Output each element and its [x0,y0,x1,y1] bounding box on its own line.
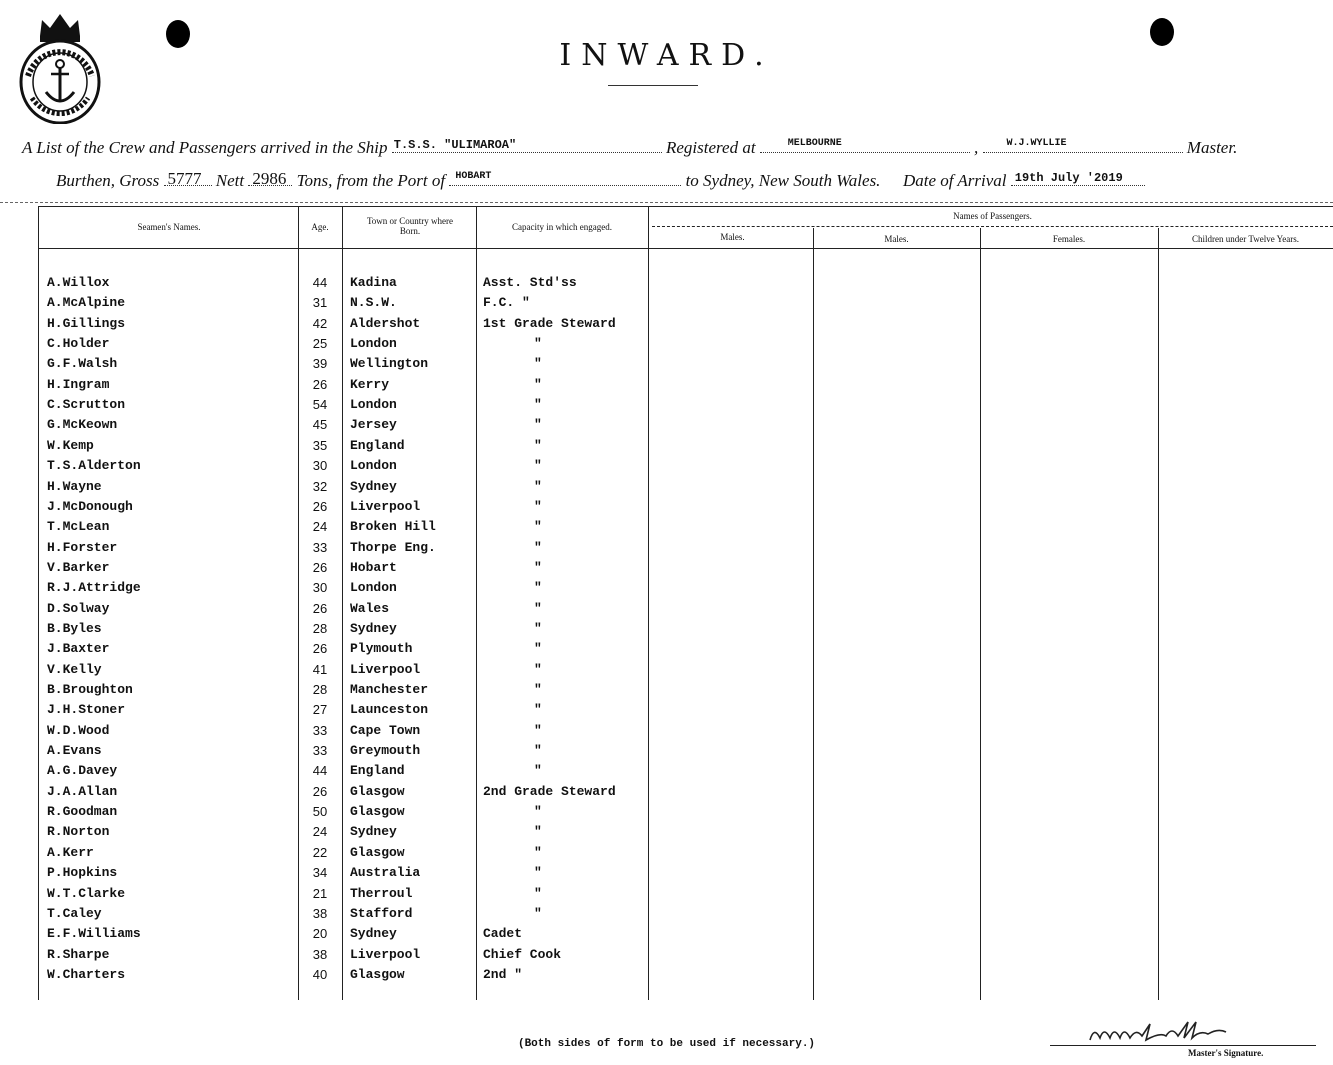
seaman-name: T.S.Alderton [47,458,141,474]
seaman-birthplace: Glasgow [350,966,405,982]
seaman-capacity: " [534,620,542,636]
nett-field [248,171,292,186]
seaman-name: A.Kerr [47,844,94,860]
table-row [0,496,1333,516]
seaman-birthplace: Greymouth [350,743,421,759]
seaman-capacity: " [534,824,542,840]
table-row [0,760,1333,780]
gross-field [164,171,212,186]
seaman-birthplace: Sydney [350,824,397,840]
seaman-name: B.Byles [47,620,102,636]
table-row [0,883,1333,903]
seaman-age: 34 [312,865,328,881]
seaman-name: G.McKeown [47,417,118,433]
table-row [0,476,1333,496]
seaman-age: 32 [312,478,328,494]
seaman-capacity: 2nd " [483,966,523,982]
seaman-capacity: " [534,661,542,677]
seaman-capacity: " [534,885,542,901]
table-row [0,862,1333,882]
table-row [0,516,1333,536]
seaman-birthplace: Plymouth [350,641,413,657]
seaman-birthplace: Sydney [350,926,397,942]
seaman-capacity: " [534,417,542,433]
form-footer-note: (Both sides of form to be used if necessary.) [517,1038,816,1050]
seaman-birthplace: Sydney [350,478,397,494]
seaman-capacity: " [534,336,542,352]
table-row [0,638,1333,658]
seaman-birthplace: Liverpool [350,661,421,677]
col-header-age: Age. [311,222,329,232]
seaman-age: 27 [312,702,328,718]
col-header-seamen: Seamen's Names. [137,222,201,232]
tons-label: Tons, from the Port of [296,171,446,190]
seaman-capacity: " [534,865,542,881]
seaman-birthplace: Wales [350,600,390,616]
seaman-name: P.Hopkins [47,865,118,881]
seaman-age: 40 [312,966,328,982]
seaman-age: 44 [312,275,328,290]
table-row [0,944,1333,964]
seaman-capacity: " [534,356,542,372]
seaman-name: A.McAlpine [47,295,126,311]
col-header-capacity: Capacity in which engaged. [512,222,612,232]
seaman-name: H.Gillings [47,315,126,331]
seaman-name: H.Ingram [47,376,110,392]
table-row [0,333,1333,353]
seaman-name: A.Evans [47,743,102,759]
seaman-birthplace: Manchester [350,682,429,697]
burthen-label: Burthen, Gross [56,171,160,190]
seaman-name: W.Charters [47,966,126,982]
table-row [0,394,1333,414]
seaman-capacity: " [534,376,542,392]
seaman-capacity: " [534,600,542,616]
seaman-birthplace: Hobart [350,559,397,575]
seaman-name: W.T.Clarke [47,885,126,901]
passengers-subrule [652,226,1333,227]
table-row [0,313,1333,333]
seaman-age: 41 [312,661,328,677]
seaman-capacity: " [534,743,542,759]
seaman-age: 45 [312,417,328,433]
seaman-name: H.Wayne [47,478,102,494]
seaman-birthplace: Stafford [350,905,413,921]
seaman-name: J.H.Stoner [47,702,126,718]
table-row [0,781,1333,801]
table-row [0,699,1333,719]
seaman-name: R.Sharpe [47,946,110,962]
seaman-name: W.D.Wood [47,722,110,738]
seaman-name: J.Baxter [47,641,110,657]
seaman-capacity: " [534,478,542,494]
seaman-age: 26 [312,600,328,616]
table-row [0,720,1333,740]
table-row [0,577,1333,597]
seaman-age: 33 [312,539,328,555]
seaman-birthplace: Thorpe Eng. [350,539,436,555]
seaman-name: H.Forster [47,539,118,555]
table-row [0,557,1333,577]
seaman-birthplace: Therroul [350,885,413,901]
seaman-birthplace: Kadina [350,275,397,290]
col-header-town: Town or Country where Born. [366,216,454,236]
header-rule [0,202,1333,204]
seaman-capacity: F.C. " [483,295,530,311]
seaman-age: 22 [312,844,328,860]
seaman-birthplace: Jersey [350,417,397,433]
list-prefix: A List of the Crew and Passengers arrived in the Ship [22,138,388,157]
table-row [0,374,1333,394]
seaman-age: 26 [312,783,328,799]
master-label: Master. [1186,138,1238,157]
table-row [0,740,1333,760]
seaman-age: 50 [312,804,328,820]
seaman-name: W.Kemp [47,437,94,453]
seaman-capacity: Chief Cook [483,946,562,962]
seaman-age: 28 [312,620,328,636]
seaman-age: 24 [312,824,328,840]
seaman-name: D.Solway [47,600,110,616]
registered-label: Registered at [666,138,756,157]
seaman-name: G.F.Walsh [47,356,118,372]
master-name: W.J.WYLLIE [1006,138,1067,149]
header-line-1: A List of the Crew and Passengers arrived in the Ship T.S.S. "ULIMAROA" Registered at MELBOURNE , W.J.WYLLIE Master. [22,138,1238,157]
table-row [0,272,1333,292]
seaman-name: V.Barker [47,559,110,575]
seaman-capacity: Asst. Std'ss [483,275,577,290]
seaman-capacity: " [534,458,542,474]
seaman-age: 44 [312,763,328,779]
signature-label: Master's Signature. [1188,1048,1264,1058]
seaman-age: 33 [312,722,328,738]
seaman-birthplace: Kerry [350,376,390,392]
seaman-birthplace: Wellington [350,356,429,372]
date-value: 19th July '2019 [1014,171,1123,185]
table-row [0,679,1333,699]
seaman-capacity: " [534,763,542,779]
table-row [0,435,1333,455]
seaman-birthplace: Glasgow [350,804,405,820]
title-rule [608,85,698,86]
seaman-capacity: 1st Grade Steward [483,315,616,331]
seaman-name: A.G.Davey [47,763,118,779]
seaman-name: T.Caley [47,905,102,921]
seaman-birthplace: Liverpool [350,946,421,962]
seaman-capacity: " [534,722,542,738]
seaman-birthplace: N.S.W. [350,295,397,311]
seaman-birthplace: London [350,580,397,596]
seaman-birthplace: England [350,437,405,453]
registered-field [760,138,970,153]
seaman-capacity: " [534,641,542,657]
seaman-capacity: " [534,702,542,718]
master-field [983,138,1183,153]
seaman-birthplace: Liverpool [350,498,421,514]
seaman-birthplace: Glasgow [350,844,405,860]
table-row [0,414,1333,434]
seaman-age: 42 [312,315,328,331]
table-row [0,598,1333,618]
handwritten-signature-icon [1080,1018,1250,1046]
seaman-age: 20 [312,926,328,942]
table-row [0,964,1333,984]
seaman-capacity: " [534,682,542,697]
seaman-birthplace: Glasgow [350,783,405,799]
seaman-name: C.Holder [47,336,110,352]
table-row [0,455,1333,475]
table-row [0,292,1333,312]
seaman-capacity: " [534,539,542,555]
seaman-birthplace: London [350,336,397,352]
seaman-name: R.Norton [47,824,110,840]
seaman-age: 21 [312,885,328,901]
table-row [0,353,1333,373]
signature-line [1050,1045,1316,1046]
seaman-birthplace: Cape Town [350,722,421,738]
seaman-age: 35 [312,437,328,453]
seaman-capacity: " [534,397,542,413]
seaman-birthplace: England [350,763,405,779]
seaman-capacity: " [534,498,542,514]
nett-label: Nett [215,171,245,190]
table-header-border [38,248,1333,249]
seaman-name: C.Scrutton [47,397,126,413]
ship-name: T.S.S. "ULIMAROA" [393,138,517,152]
seaman-age: 26 [312,641,328,657]
seaman-birthplace: Australia [350,865,421,881]
seaman-name: T.McLean [47,519,110,535]
seaman-name: J.A.Allan [47,783,118,799]
date-field [1011,171,1145,186]
date-label: Date of Arrival [902,171,1007,190]
seaman-capacity: " [534,844,542,860]
col-header-females: Females. [1052,234,1086,244]
seaman-capacity: " [534,804,542,820]
registered-at: MELBOURNE [787,138,842,149]
table-row [0,903,1333,923]
seaman-age: 26 [312,376,328,392]
table-row [0,821,1333,841]
seaman-age: 33 [312,743,328,759]
seaman-capacity: Cadet [483,926,523,942]
seaman-age: 26 [312,498,328,514]
form-title: INWARD. [559,38,774,73]
header-line-2 [56,171,1145,191]
to-label: to Sydney, New South Wales. [685,171,881,190]
seaman-age: 39 [312,356,328,372]
table-row [0,801,1333,821]
seaman-birthplace: London [350,458,397,474]
seaman-name: V.Kelly [47,661,102,677]
seaman-capacity: " [534,580,542,596]
port-field [449,171,681,186]
seaman-age: 30 [312,458,328,474]
seaman-birthplace: Broken Hill [350,519,436,535]
table-row [0,537,1333,557]
port-value: HOBART [455,171,492,182]
col-header-children: Children under Twelve Years. [1192,234,1299,244]
seaman-birthplace: Aldershot [350,315,421,331]
seaman-name: R.Goodman [47,804,118,820]
col-header-males-2: Males. [884,234,909,244]
gross-value: 5777 [167,169,202,188]
table-row [0,659,1333,679]
col-header-passengers: Names of Passengers. [953,211,1032,221]
seaman-age: 28 [312,682,328,697]
seaman-name: E.F.Williams [47,926,141,942]
seaman-age: 38 [312,946,328,962]
table-row [0,842,1333,862]
seaman-age: 30 [312,580,328,596]
seaman-birthplace: London [350,397,397,413]
seaman-age: 54 [312,397,328,413]
seaman-age: 24 [312,519,328,535]
seaman-name: R.J.Attridge [47,580,141,596]
seaman-age: 38 [312,905,328,921]
table-top-border [38,206,1333,207]
seaman-name: J.McDonough [47,498,133,514]
nett-value: 2986 [252,169,287,188]
seaman-age: 25 [312,336,328,352]
seaman-name: A.Willox [47,275,110,290]
ship-field [392,138,662,153]
seaman-capacity: " [534,437,542,453]
seaman-capacity: 2nd Grade Steward [483,783,616,799]
seaman-age: 26 [312,559,328,575]
seaman-name: B.Broughton [47,682,133,697]
seaman-capacity: " [534,905,542,921]
table-row [0,618,1333,638]
seaman-birthplace: Sydney [350,620,397,636]
col-header-males-1: Males. [720,232,745,242]
seaman-capacity: " [534,519,542,535]
seaman-birthplace: Launceston [350,702,429,718]
seaman-capacity: " [534,559,542,575]
table-row [0,923,1333,943]
seaman-age: 31 [312,295,328,311]
